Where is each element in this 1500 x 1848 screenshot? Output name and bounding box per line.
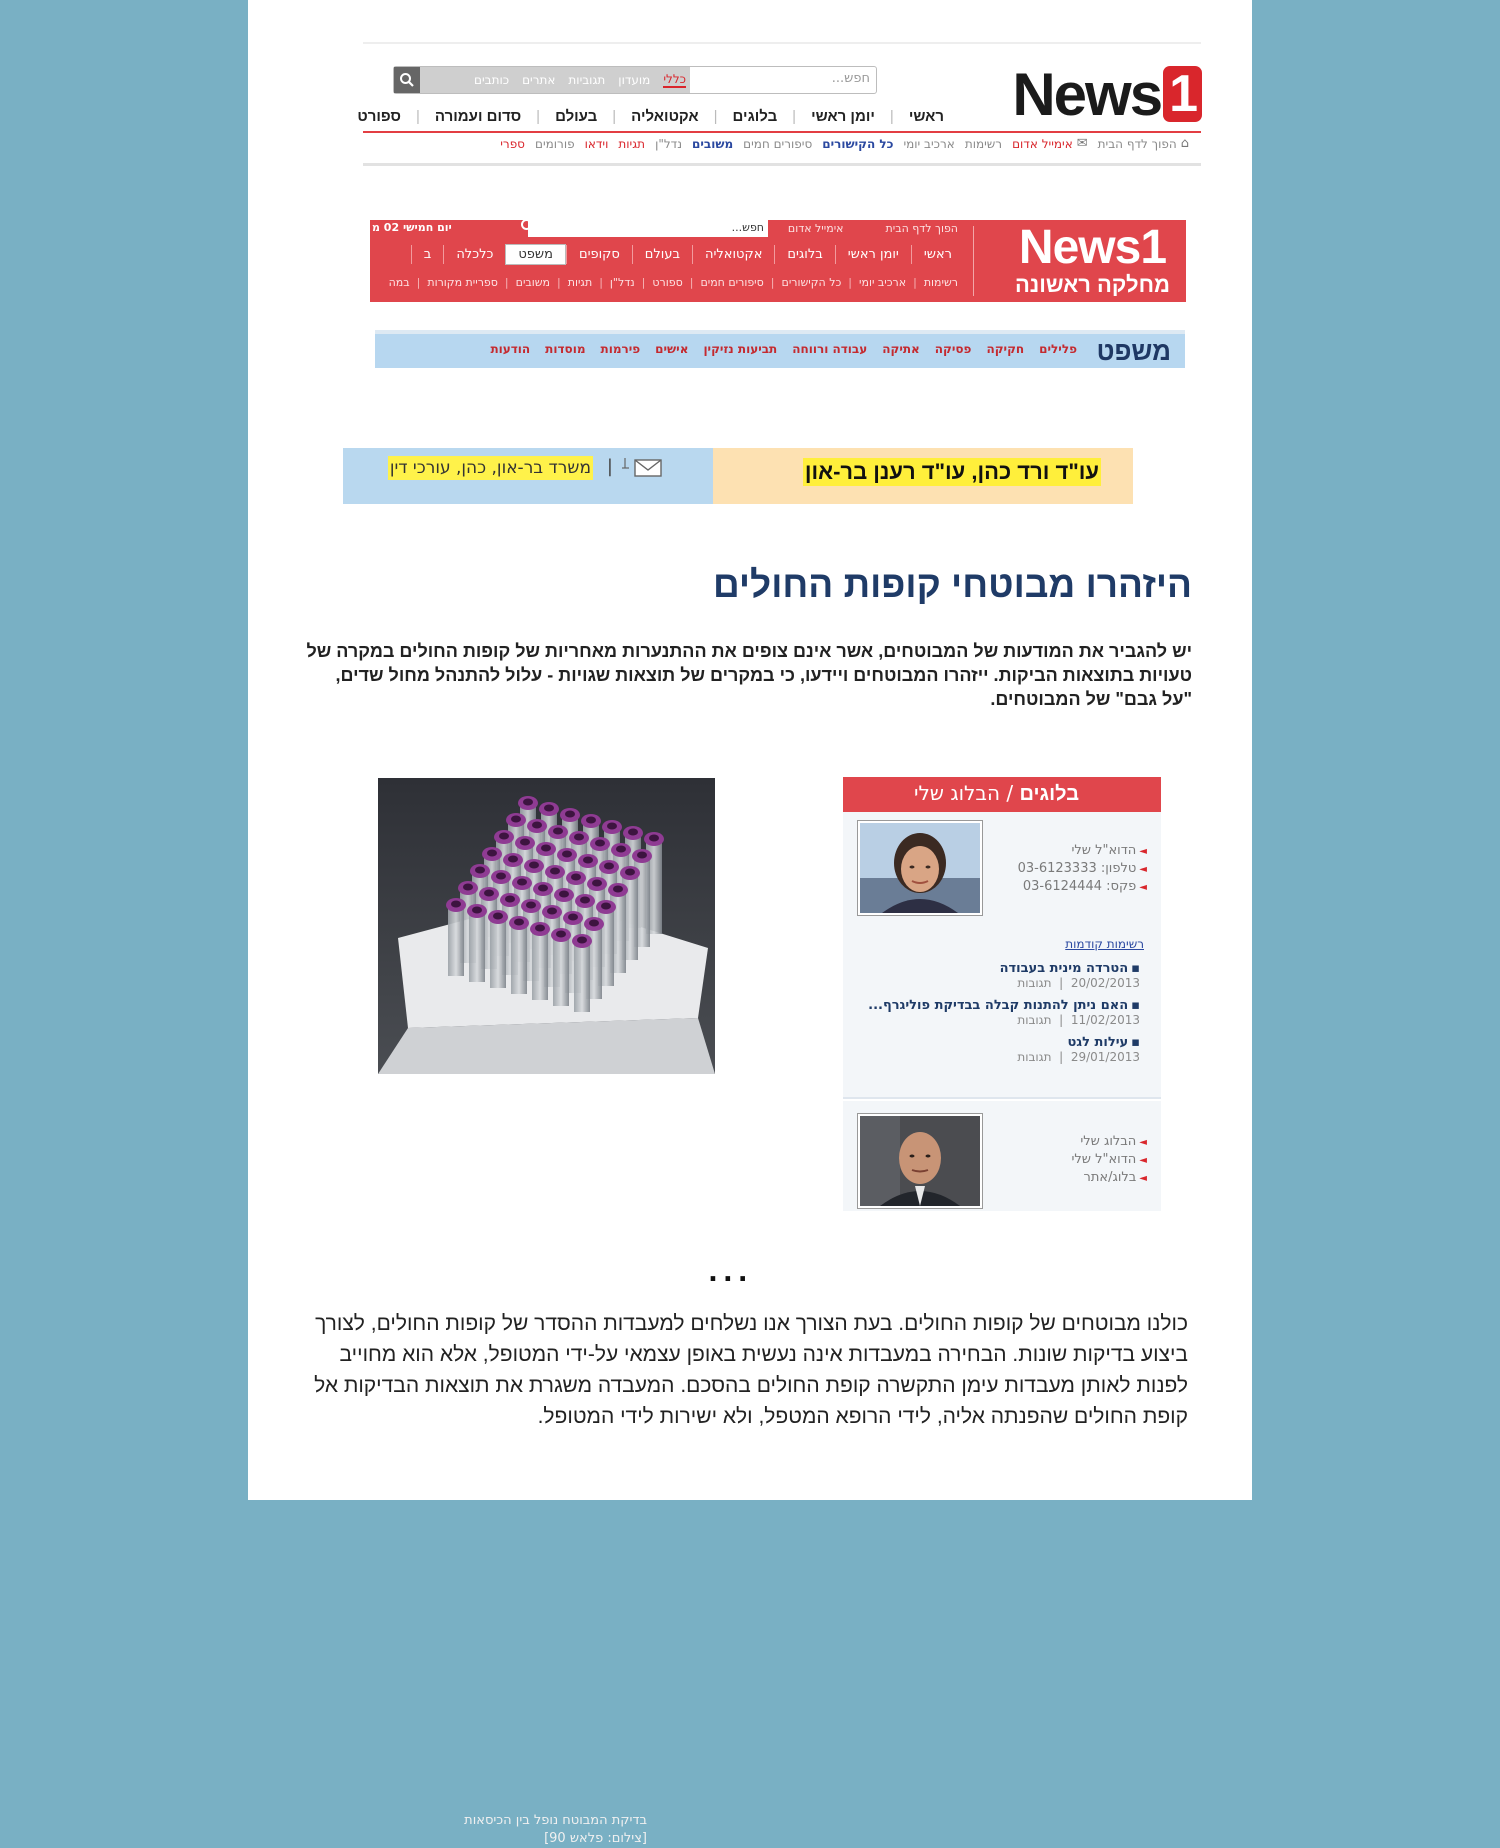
- blood-tubes-image: [378, 778, 715, 1074]
- sub-nav: [490, 136, 1189, 151]
- tab-economy[interactable]: כלכלה: [443, 245, 505, 264]
- search-tab-responses[interactable]: תגוביות: [568, 73, 606, 87]
- main-nav: ראשי | יומן ראשי | בלוגים | אקטואליה | בעולם | סדום ועמורה | ספורט: [357, 108, 944, 125]
- sublink-lists[interactable]: רשימות: [923, 276, 958, 289]
- author2-links: ◄הבלוג שלי ◄הדוא"ל שלי ◄בלוג/אתר: [1071, 1134, 1147, 1185]
- search-tab-general[interactable]: כללי: [663, 72, 686, 86]
- nav-item-sport[interactable]: ספורט: [357, 108, 402, 125]
- logo-digit: 1: [1163, 66, 1202, 122]
- search-tab-club[interactable]: מועדון: [618, 73, 651, 87]
- sublink-archive[interactable]: ארכיב יומי: [859, 276, 907, 289]
- sublink-sources[interactable]: ספריית מקורות: [427, 276, 498, 289]
- blog-divider: [843, 1097, 1161, 1099]
- search-input[interactable]: חפש...: [831, 71, 870, 86]
- blog-post-title[interactable]: עילות לגט: [1067, 1035, 1129, 1050]
- header2-search-input[interactable]: חפש...: [528, 220, 768, 237]
- tab-daily[interactable]: יומן ראשי: [835, 245, 911, 264]
- news1-logo[interactable]: News 1: [1012, 62, 1202, 128]
- subnav-all-links[interactable]: כל הקישורים: [822, 136, 894, 151]
- link-homepage[interactable]: הפוך לדף הבית: [885, 222, 958, 235]
- author1-fax: פקס: 03-6124444: [1022, 879, 1137, 894]
- section-link-people[interactable]: אישים: [655, 342, 689, 356]
- subnav-red-email[interactable]: אימייל אדום: [1012, 136, 1073, 151]
- section-links: [475, 342, 1077, 356]
- sublink-feedback[interactable]: משובים: [515, 276, 551, 289]
- author2-email-link[interactable]: הדוא"ל שלי: [1071, 1152, 1137, 1167]
- tab-blogs[interactable]: בלוגים: [774, 245, 834, 264]
- search-button[interactable]: [394, 67, 420, 93]
- author-banner: [713, 448, 1133, 504]
- article-body: כולנו מבוטחים של קופות החולים. בעת הצורך אנו נשלחים למעבדות ההסדר של קופות החולים, לצורך ביצוע בדיקות שונות. הבחירה במעבדות אינה נעשית באופן עצמאי על-ידי המטופל, אלא הוא מחוייב לפנות לאותן מעבדות עימן התקשרה קופת החולים בהסכם. המעבדה משגרת את תוצאות הבדיקות אל קופת החולים שהפנתה אליה, לידי הרופא המטפל, ולא ישירות לידי המטופל.: [314, 1312, 1188, 1428]
- search-box: [393, 66, 877, 94]
- section-link-rulings[interactable]: פסיקה: [934, 342, 972, 356]
- article-photo: [378, 778, 715, 1846]
- blog-post-title[interactable]: הטרדה מינית בעבודה: [999, 961, 1129, 976]
- search-tab-sites[interactable]: אתרים: [522, 73, 556, 87]
- sublink-hot-stories[interactable]: סיפורים חמים: [700, 276, 764, 289]
- firm-banner: משרד בר-און, כהן, עורכי דין |: [343, 448, 713, 504]
- author1-contact: ◄הדוא"ל שלי ◄טלפון: 03-6123333 ◄פקס: 03-6124444: [1017, 843, 1147, 894]
- blog-box-author2: [843, 1101, 1161, 1211]
- nav-underline: [363, 131, 1201, 133]
- subnav-tags[interactable]: תגיות: [618, 136, 646, 151]
- tab-more[interactable]: ב: [411, 245, 444, 264]
- sublink-sport[interactable]: ספורט: [652, 276, 683, 289]
- header2-top-links: [746, 222, 958, 235]
- tab-news[interactable]: אקטואליה: [692, 245, 774, 264]
- section-title: משפט: [1096, 336, 1171, 366]
- envelope-icon[interactable]: [621, 454, 665, 480]
- blog-post: ▪עילות לגט 29/01/2013 | תגובות: [1017, 1035, 1140, 1064]
- nav-item-daily[interactable]: יומן ראשי: [811, 108, 875, 125]
- separator-dots: ...: [708, 1258, 753, 1288]
- section-bar: [375, 330, 1185, 368]
- page: [248, 0, 1252, 1846]
- author2-site-link[interactable]: בלוג/אתר: [1083, 1170, 1137, 1185]
- subnav-real-estate[interactable]: נדל"ן: [655, 136, 683, 151]
- section-link-ethics[interactable]: אתיקה: [882, 342, 920, 356]
- my-blog-link[interactable]: הבלוג שלי: [913, 781, 1001, 805]
- photo-caption: בדיקת המבוטח נופל בין הכיסאות [צילום: פלאש 90]: [464, 1813, 647, 1846]
- author-avatar-man[interactable]: [857, 1113, 983, 1209]
- article-lead: יש להגביר את המודעות של המבוטחים, אשר אינם צופים את ההתנערות מאחריות של קופות החולים במקרה של טעויות בתוצאות הביקות. ייזהרו המבוטחים ויידעו, כי במקרים של תוצאות שגויות - עלול להתנהל מחול שדים, "על גבם" של המבוטחים.: [306, 641, 1192, 709]
- section-link-legislation[interactable]: חקיקה: [986, 342, 1025, 356]
- sublink-tags[interactable]: תגיות: [567, 276, 593, 289]
- tab-law[interactable]: משפט: [505, 244, 566, 265]
- nav-item-home[interactable]: ראשי: [908, 108, 944, 125]
- header2-sublinks: רשימות | ארכיב יומי | כל הקישורים | סיפורים חמים | ספורט | נדל"ן | תגיות | משובים | ספריית מקורות | במה: [388, 276, 958, 289]
- section-link-labor[interactable]: עבודה ורווחה: [792, 342, 868, 356]
- sublink-real-estate[interactable]: נדל"ן: [609, 276, 635, 289]
- nav-item-news[interactable]: אקטואליה: [631, 108, 699, 125]
- sublink-stage[interactable]: במה: [388, 276, 410, 289]
- article-title: היזהרו מבוטחי קופות החולים: [712, 564, 1192, 605]
- tab-scoops[interactable]: סקופים: [566, 245, 632, 264]
- nav-item-world[interactable]: בעולם: [555, 108, 598, 125]
- section-link-announcements[interactable]: הודעות: [490, 342, 531, 356]
- home-icon: ⌂: [1180, 136, 1189, 151]
- blog-post-title[interactable]: האם ניתן להתנות קבלה בבדיקת פוליגרף...: [868, 998, 1129, 1013]
- first-class-header: [370, 220, 1186, 302]
- subnav-video[interactable]: וידאו: [584, 136, 609, 151]
- search-icon[interactable]: [520, 218, 538, 238]
- author1-email-link[interactable]: הדוא"ל שלי: [1071, 843, 1137, 858]
- author-names: עו"ד ורד כהן, עו"ד רענן בר-און: [804, 459, 1099, 484]
- previous-posts-link[interactable]: רשימות קודמות: [1065, 937, 1144, 951]
- subnav-archive[interactable]: ארכיב יומי: [903, 136, 955, 151]
- nav-item-sodom[interactable]: סדום ועמורה: [434, 108, 522, 125]
- subnav-lists[interactable]: רשימות: [964, 136, 1003, 151]
- blog-post: ▪הטרדה מינית בעבודה 20/02/2013 | תגובות: [999, 961, 1140, 990]
- section-link-firms[interactable]: פירמות: [600, 342, 641, 356]
- comments-link[interactable]: תגובות: [1017, 1013, 1052, 1027]
- header1-bottom-border: [363, 163, 1201, 166]
- search-tab-writers[interactable]: כותבים: [473, 73, 510, 87]
- subnav-forums[interactable]: פורומים: [534, 136, 575, 151]
- firm-name[interactable]: משרד בר-און, כהן, עורכי דין: [389, 458, 591, 478]
- section-link-criminal[interactable]: פלילים: [1039, 342, 1077, 356]
- search-tabs: [420, 67, 690, 93]
- comments-link[interactable]: תגובות: [1017, 1050, 1052, 1064]
- subnav-homepage[interactable]: הפוך לדף הבית: [1097, 136, 1177, 151]
- blog-box-header: בלוגים / הבלוג שלי: [843, 777, 1161, 812]
- nav-item-blogs[interactable]: בלוגים: [732, 108, 778, 125]
- subnav-hot-stories[interactable]: סיפורים חמים: [743, 136, 813, 151]
- envelope-icon: ✉: [1076, 136, 1088, 151]
- first-class-logo[interactable]: News1 מחלקה ראשונה: [1014, 221, 1170, 297]
- tab-world[interactable]: בעולם: [632, 245, 692, 264]
- subnav-feedback[interactable]: משובים: [692, 136, 734, 151]
- sublink-all-links[interactable]: כל הקישורים: [781, 276, 842, 289]
- link-red-email[interactable]: אימייל אדום: [787, 222, 844, 235]
- tab-home[interactable]: ראשי: [911, 245, 964, 264]
- subnav-library[interactable]: ספרי: [500, 136, 525, 151]
- search-icon: [399, 72, 415, 88]
- author2-blog-link[interactable]: הבלוג שלי: [1080, 1134, 1137, 1149]
- blogs-link[interactable]: בלוגים: [1019, 783, 1079, 805]
- header2-tabs: [411, 244, 964, 265]
- author1-phone: טלפון: 03-6123333: [1017, 861, 1137, 876]
- header1-top-border: [363, 42, 1201, 44]
- comments-link[interactable]: תגובות: [1017, 976, 1052, 990]
- author-avatar-woman[interactable]: [857, 820, 983, 916]
- blog-post: ▪האם ניתן להתנות קבלה בבדיקת פוליגרף... 11/02/2013 | תגובות: [868, 998, 1140, 1027]
- section-link-institutions[interactable]: מוסדות: [545, 342, 586, 356]
- date-label: יום חמישי 02 מ: [372, 221, 452, 234]
- section-link-torts[interactable]: תביעות נזיקין: [703, 342, 778, 356]
